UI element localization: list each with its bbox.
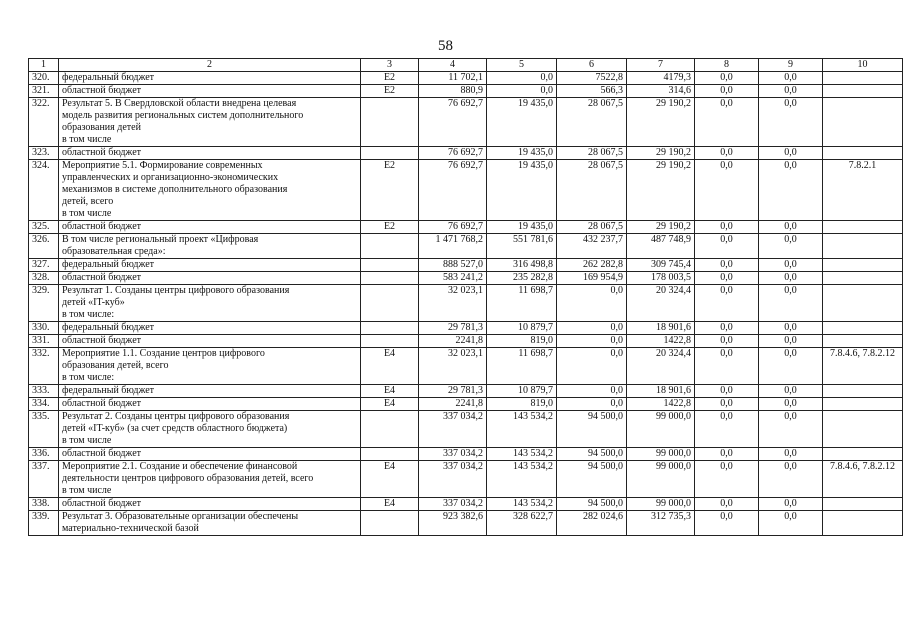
table-cell: 0,0 xyxy=(487,85,557,98)
table-cell: 0,0 xyxy=(557,385,627,398)
table-cell xyxy=(823,98,903,147)
table-cell: 0,0 xyxy=(759,322,823,335)
table-cell: 0,0 xyxy=(759,411,823,448)
table-cell xyxy=(823,72,903,85)
table-cell xyxy=(823,511,903,536)
table-row xyxy=(29,461,903,498)
table-cell: 28 067,5 xyxy=(557,160,627,221)
table-cell: 0,0 xyxy=(487,72,557,85)
table-row xyxy=(29,221,903,234)
table-cell: 322. xyxy=(29,98,59,147)
table-cell: 1422,8 xyxy=(627,335,695,348)
table-cell: E2 xyxy=(361,85,419,98)
table-cell: областной бюджет xyxy=(59,85,361,98)
table-cell: 29 781,3 xyxy=(419,322,487,335)
table-cell: 2241,8 xyxy=(419,335,487,348)
table-cell: областной бюджет xyxy=(59,498,361,511)
table-cell: федеральный бюджет xyxy=(59,72,361,85)
table-cell: 0,0 xyxy=(557,322,627,335)
table-cell: 0,0 xyxy=(695,85,759,98)
table-cell: 334. xyxy=(29,398,59,411)
table-cell xyxy=(361,411,419,448)
column-header: 2 xyxy=(59,59,361,72)
table-cell xyxy=(823,272,903,285)
page-number: 58 xyxy=(438,38,453,54)
table-row xyxy=(29,98,903,147)
table-cell: 28 067,5 xyxy=(557,221,627,234)
table-cell: 99 000,0 xyxy=(627,448,695,461)
table-cell: 99 000,0 xyxy=(627,461,695,498)
table-cell xyxy=(823,398,903,411)
table-cell: 178 003,5 xyxy=(627,272,695,285)
table-cell: E4 xyxy=(361,461,419,498)
table-cell: 328. xyxy=(29,272,59,285)
table-cell: 76 692,7 xyxy=(419,98,487,147)
table-cell: 323. xyxy=(29,147,59,160)
table-cell: 0,0 xyxy=(759,498,823,511)
table-cell: 0,0 xyxy=(557,348,627,385)
table-cell xyxy=(823,234,903,259)
table-row xyxy=(29,511,903,536)
table-cell: областной бюджет xyxy=(59,335,361,348)
table-cell: 0,0 xyxy=(695,285,759,322)
table-cell: 4179,3 xyxy=(627,72,695,85)
table-row xyxy=(29,348,903,385)
table-cell: 0,0 xyxy=(695,322,759,335)
table-row xyxy=(29,448,903,461)
table-cell: 2241,8 xyxy=(419,398,487,411)
table-cell: 7.8.2.1 xyxy=(823,160,903,221)
table-cell: 94 500,0 xyxy=(557,448,627,461)
table-cell xyxy=(823,322,903,335)
table-cell xyxy=(823,448,903,461)
table-cell: 819,0 xyxy=(487,335,557,348)
table-cell: 326. xyxy=(29,234,59,259)
table-cell: 339. xyxy=(29,511,59,536)
table-row xyxy=(29,385,903,398)
table-cell: 0,0 xyxy=(695,448,759,461)
table-row xyxy=(29,285,903,322)
table-cell: 324. xyxy=(29,160,59,221)
column-header: 3 xyxy=(361,59,419,72)
table-cell: 0,0 xyxy=(695,511,759,536)
table-row xyxy=(29,322,903,335)
table-cell: 29 781,3 xyxy=(419,385,487,398)
table-cell: В том числе региональный проект «Цифровая образовательная среда»: xyxy=(59,234,361,259)
table-row xyxy=(29,272,903,285)
table-cell: 0,0 xyxy=(759,160,823,221)
table-cell: 0,0 xyxy=(695,147,759,160)
table-header-row xyxy=(29,59,903,72)
table-cell: 328 622,7 xyxy=(487,511,557,536)
table-cell: 0,0 xyxy=(695,221,759,234)
table-cell: федеральный бюджет xyxy=(59,259,361,272)
table-cell xyxy=(823,259,903,272)
table-cell xyxy=(823,385,903,398)
table-cell: 0,0 xyxy=(759,348,823,385)
column-header: 8 xyxy=(695,59,759,72)
table-cell: 32 023,1 xyxy=(419,285,487,322)
table-cell xyxy=(361,272,419,285)
table-cell xyxy=(823,335,903,348)
table-cell: 29 190,2 xyxy=(627,221,695,234)
column-header: 1 xyxy=(29,59,59,72)
table-cell: 0,0 xyxy=(759,147,823,160)
table-row xyxy=(29,234,903,259)
table-cell xyxy=(823,221,903,234)
table-cell xyxy=(361,335,419,348)
table-cell: 169 954,9 xyxy=(557,272,627,285)
table-row xyxy=(29,147,903,160)
table-cell: E4 xyxy=(361,498,419,511)
table-cell: 321. xyxy=(29,85,59,98)
table-cell: E2 xyxy=(361,72,419,85)
table-cell: 335. xyxy=(29,411,59,448)
table-cell: 11 698,7 xyxy=(487,285,557,322)
table-cell: 0,0 xyxy=(557,398,627,411)
table-cell: E2 xyxy=(361,221,419,234)
table-cell: 0,0 xyxy=(759,385,823,398)
table-cell: 94 500,0 xyxy=(557,498,627,511)
table-cell: областной бюджет xyxy=(59,448,361,461)
table-cell: 19 435,0 xyxy=(487,221,557,234)
table-cell: 19 435,0 xyxy=(487,147,557,160)
table-cell: 7.8.4.6, 7.8.2.12 xyxy=(823,461,903,498)
table-cell: 566,3 xyxy=(557,85,627,98)
table-cell: 143 534,2 xyxy=(487,411,557,448)
table-cell: 0,0 xyxy=(695,72,759,85)
table-cell: 32 023,1 xyxy=(419,348,487,385)
table-cell: 94 500,0 xyxy=(557,411,627,448)
table-cell: 327. xyxy=(29,259,59,272)
table-cell: 331. xyxy=(29,335,59,348)
table-cell: 880,9 xyxy=(419,85,487,98)
table-cell: 487 748,9 xyxy=(627,234,695,259)
table-row xyxy=(29,398,903,411)
table-cell: Мероприятие 2.1. Создание и обеспечение финансовой деятельности центров цифрового образования детей, всего в том числе xyxy=(59,461,361,498)
table-cell: 0,0 xyxy=(759,448,823,461)
table-cell: 262 282,8 xyxy=(557,259,627,272)
table-cell xyxy=(823,498,903,511)
table-cell: 312 735,3 xyxy=(627,511,695,536)
table-cell: 0,0 xyxy=(695,498,759,511)
table-cell: 0,0 xyxy=(695,335,759,348)
table-cell: областной бюджет xyxy=(59,398,361,411)
column-header: 4 xyxy=(419,59,487,72)
table-cell: Результат 2. Созданы центры цифрового образования детей «IT-куб» (за счет средств областного бюджета) в том числе xyxy=(59,411,361,448)
table-cell: 143 534,2 xyxy=(487,461,557,498)
table-cell: 0,0 xyxy=(759,98,823,147)
table-cell: E4 xyxy=(361,385,419,398)
table-cell: 0,0 xyxy=(695,461,759,498)
table-cell: 314,6 xyxy=(627,85,695,98)
table-row xyxy=(29,160,903,221)
table-cell: областной бюджет xyxy=(59,147,361,160)
table-cell: 0,0 xyxy=(759,461,823,498)
table-cell: 143 534,2 xyxy=(487,498,557,511)
table-cell: 282 024,6 xyxy=(557,511,627,536)
table-cell: Мероприятие 5.1. Формирование современных управленческих и организационно-экономических механизмов в системе дополнительного образования детей, всего в том числе xyxy=(59,160,361,221)
column-header: 7 xyxy=(627,59,695,72)
table-cell: 7.8.4.6, 7.8.2.12 xyxy=(823,348,903,385)
table-cell: 76 692,7 xyxy=(419,221,487,234)
table-cell: 332. xyxy=(29,348,59,385)
table-cell: 325. xyxy=(29,221,59,234)
table-cell xyxy=(361,285,419,322)
column-header: 10 xyxy=(823,59,903,72)
table-cell: 19 435,0 xyxy=(487,98,557,147)
table-cell: 99 000,0 xyxy=(627,411,695,448)
table-cell: 20 324,4 xyxy=(627,285,695,322)
table-cell xyxy=(361,98,419,147)
table-cell: 76 692,7 xyxy=(419,160,487,221)
table-cell: 10 879,7 xyxy=(487,322,557,335)
table-cell: 20 324,4 xyxy=(627,348,695,385)
table-cell: 0,0 xyxy=(695,98,759,147)
table-cell: Результат 1. Созданы центры цифрового образования детей «IT-куб» в том числе: xyxy=(59,285,361,322)
table-cell xyxy=(361,322,419,335)
table-cell: 0,0 xyxy=(695,411,759,448)
table-cell: 309 745,4 xyxy=(627,259,695,272)
table-cell: 18 901,6 xyxy=(627,385,695,398)
table-row xyxy=(29,72,903,85)
table-cell: 0,0 xyxy=(695,272,759,285)
table-cell: E4 xyxy=(361,398,419,411)
table-cell: областной бюджет xyxy=(59,272,361,285)
table-cell: 0,0 xyxy=(695,398,759,411)
table-cell xyxy=(361,259,419,272)
table-row xyxy=(29,411,903,448)
table-cell xyxy=(361,511,419,536)
table-cell: 551 781,6 xyxy=(487,234,557,259)
table-cell: 0,0 xyxy=(695,259,759,272)
table-cell: 0,0 xyxy=(695,160,759,221)
table-cell: 0,0 xyxy=(759,272,823,285)
column-header: 5 xyxy=(487,59,557,72)
table-cell: 923 382,6 xyxy=(419,511,487,536)
table-cell: 29 190,2 xyxy=(627,160,695,221)
table-cell: 18 901,6 xyxy=(627,322,695,335)
table-cell: 337 034,2 xyxy=(419,448,487,461)
table-cell: 0,0 xyxy=(759,398,823,411)
table-cell xyxy=(361,147,419,160)
table-cell: 333. xyxy=(29,385,59,398)
table-cell: 432 237,7 xyxy=(557,234,627,259)
table-cell: 0,0 xyxy=(557,285,627,322)
table-cell: 19 435,0 xyxy=(487,160,557,221)
table-cell xyxy=(823,147,903,160)
table-cell: областной бюджет xyxy=(59,221,361,234)
table-cell: 0,0 xyxy=(557,335,627,348)
column-header: 9 xyxy=(759,59,823,72)
table-cell xyxy=(823,411,903,448)
table-cell: 0,0 xyxy=(759,511,823,536)
table-cell: 0,0 xyxy=(759,72,823,85)
table-cell xyxy=(361,448,419,461)
table-cell: 11 702,1 xyxy=(419,72,487,85)
column-header: 6 xyxy=(557,59,627,72)
table-row xyxy=(29,498,903,511)
table-cell: Результат 5. В Свердловской области внедрена целевая модель развития региональных систем дополнительного образования детей в том числе xyxy=(59,98,361,147)
table-cell: 329. xyxy=(29,285,59,322)
table-cell: 583 241,2 xyxy=(419,272,487,285)
table-cell: 0,0 xyxy=(759,234,823,259)
table-cell: 337 034,2 xyxy=(419,461,487,498)
table-cell: 0,0 xyxy=(759,285,823,322)
table-cell: 29 190,2 xyxy=(627,147,695,160)
table-cell: 888 527,0 xyxy=(419,259,487,272)
table-row xyxy=(29,335,903,348)
table-cell: 1 471 768,2 xyxy=(419,234,487,259)
table-row xyxy=(29,259,903,272)
table-cell: федеральный бюджет xyxy=(59,385,361,398)
table-cell: E2 xyxy=(361,160,419,221)
table-cell: 330. xyxy=(29,322,59,335)
table-cell xyxy=(823,85,903,98)
table-cell: 337. xyxy=(29,461,59,498)
table-cell: 29 190,2 xyxy=(627,98,695,147)
table-cell: 0,0 xyxy=(759,221,823,234)
table-cell: 0,0 xyxy=(759,85,823,98)
table-cell xyxy=(823,285,903,322)
table-cell: Результат 3. Образовательные организации обеспечены материально-технической базой xyxy=(59,511,361,536)
table-cell: 819,0 xyxy=(487,398,557,411)
table-cell: 0,0 xyxy=(759,259,823,272)
table-cell: федеральный бюджет xyxy=(59,322,361,335)
table-cell: 320. xyxy=(29,72,59,85)
table-cell: Мероприятие 1.1. Создание центров цифрового образования детей, всего в том числе: xyxy=(59,348,361,385)
table-cell: 0,0 xyxy=(695,385,759,398)
table-cell: 337 034,2 xyxy=(419,498,487,511)
table-cell: 28 067,5 xyxy=(557,98,627,147)
table-cell: 94 500,0 xyxy=(557,461,627,498)
table-cell: 0,0 xyxy=(695,348,759,385)
table-cell: 99 000,0 xyxy=(627,498,695,511)
table-cell: 1422,8 xyxy=(627,398,695,411)
table-cell: 11 698,7 xyxy=(487,348,557,385)
table-cell: 10 879,7 xyxy=(487,385,557,398)
table-cell: 337 034,2 xyxy=(419,411,487,448)
table-cell: 143 534,2 xyxy=(487,448,557,461)
table-cell: 235 282,8 xyxy=(487,272,557,285)
table-cell: E4 xyxy=(361,348,419,385)
table-cell: 338. xyxy=(29,498,59,511)
table-cell: 316 498,8 xyxy=(487,259,557,272)
table-cell: 28 067,5 xyxy=(557,147,627,160)
budget-table xyxy=(28,58,903,536)
table-cell: 0,0 xyxy=(759,335,823,348)
table-cell: 7522,8 xyxy=(557,72,627,85)
table-cell: 336. xyxy=(29,448,59,461)
table-cell xyxy=(361,234,419,259)
table-cell: 76 692,7 xyxy=(419,147,487,160)
table-cell: 0,0 xyxy=(695,234,759,259)
table-row xyxy=(29,85,903,98)
